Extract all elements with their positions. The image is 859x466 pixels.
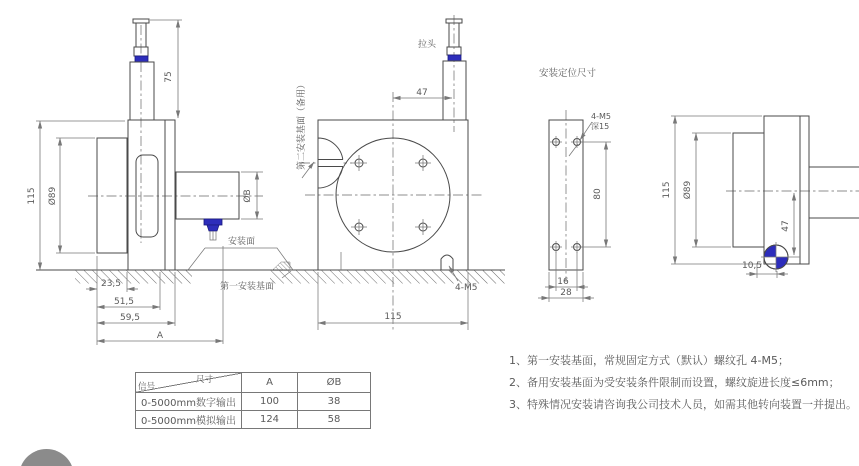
col-header-a: A <box>242 373 298 393</box>
col-header-b: ØB <box>298 373 371 393</box>
base1-label: 第一安装基面 <box>220 282 275 292</box>
base2-label: 第二安装基面（备用） <box>297 79 307 171</box>
table-header-row <box>136 373 371 393</box>
cell-a: 124 <box>242 411 298 429</box>
spec-table <box>135 372 371 429</box>
plate-view-title: 安装定位尺寸 <box>539 68 597 79</box>
pull-head-label: 拉头 <box>418 40 437 50</box>
mount-face-label: 安装面 <box>228 237 256 247</box>
installation-notes <box>509 350 859 416</box>
cell-signal: 0-5000mm数字输出 <box>136 393 242 411</box>
note-line: 2、备用安装基面为受安装条件限制而设置，螺纹旋进长度≤6mm； <box>509 376 840 389</box>
plate-depth-label: 深15 <box>591 122 610 131</box>
side-dim-47: 47 <box>781 220 791 232</box>
screws-label-front: 4-M5 <box>455 283 478 293</box>
dim-a-total: A <box>156 331 164 341</box>
blue-bushing <box>135 56 148 62</box>
side-dim-10-5: 10,5 <box>741 261 763 271</box>
dim-23-5: 23,5 <box>100 279 122 289</box>
left-view <box>27 19 293 345</box>
dim-offset-47: 47 <box>416 88 428 98</box>
cable-connector <box>204 219 222 240</box>
sensor-body <box>128 120 175 270</box>
corner-col-label: 尺寸 <box>195 375 213 385</box>
table-row <box>136 393 371 411</box>
note-line: 3、特殊情况安装请咨询我公司技术人员，如需其他转向装置一并提出。 <box>509 398 857 411</box>
blue-bushing-front <box>448 55 461 61</box>
cell-a: 100 <box>242 393 298 411</box>
pull-head-plunger <box>130 19 154 120</box>
m5-screw-profile <box>441 255 453 270</box>
note-line: 1、第一安装基面，常规固定方式（默认）螺纹孔 4-M5； <box>509 354 789 367</box>
front-pull-head <box>443 19 466 120</box>
ground-hatch-left <box>75 271 192 284</box>
dim-drum-dia-89: Ø89 <box>48 186 58 206</box>
cell-signal: 0-5000mm模拟输出 <box>136 411 242 429</box>
dim-width-115: 115 <box>384 312 402 322</box>
side-dim-89: Ø89 <box>683 180 693 200</box>
table-row <box>136 411 371 429</box>
dim-59-5: 59,5 <box>119 313 141 323</box>
plate-screws-label: 4-M5 <box>591 112 611 121</box>
dim-plunger-75: 75 <box>164 71 174 83</box>
dim-pitch-16: 16 <box>557 277 569 287</box>
dim-51-5: 51,5 <box>113 297 135 307</box>
dim-pitch-80: 80 <box>593 188 603 200</box>
corner-row-label: 信号 <box>138 382 156 392</box>
cell-b: 38 <box>298 393 371 411</box>
side-dim-115: 115 <box>662 181 672 199</box>
ground-hatch-right <box>270 271 505 284</box>
front-view <box>295 15 482 332</box>
plate-holes <box>550 136 583 253</box>
table-corner-cell <box>136 373 241 392</box>
side-view <box>662 116 859 278</box>
cell-b: 58 <box>298 411 371 429</box>
side-flange <box>764 116 809 264</box>
output-cylinder <box>176 172 239 219</box>
dim-width-28: 28 <box>560 288 572 298</box>
drum-profile <box>97 138 127 253</box>
side-drum <box>733 133 764 247</box>
base1-surface-mark <box>272 262 290 271</box>
dim-cyl-dia-b: ØB <box>243 189 253 203</box>
base2-boss <box>318 138 344 188</box>
mounting-plate-view <box>538 67 611 302</box>
dim-height-115: 115 <box>27 187 37 205</box>
